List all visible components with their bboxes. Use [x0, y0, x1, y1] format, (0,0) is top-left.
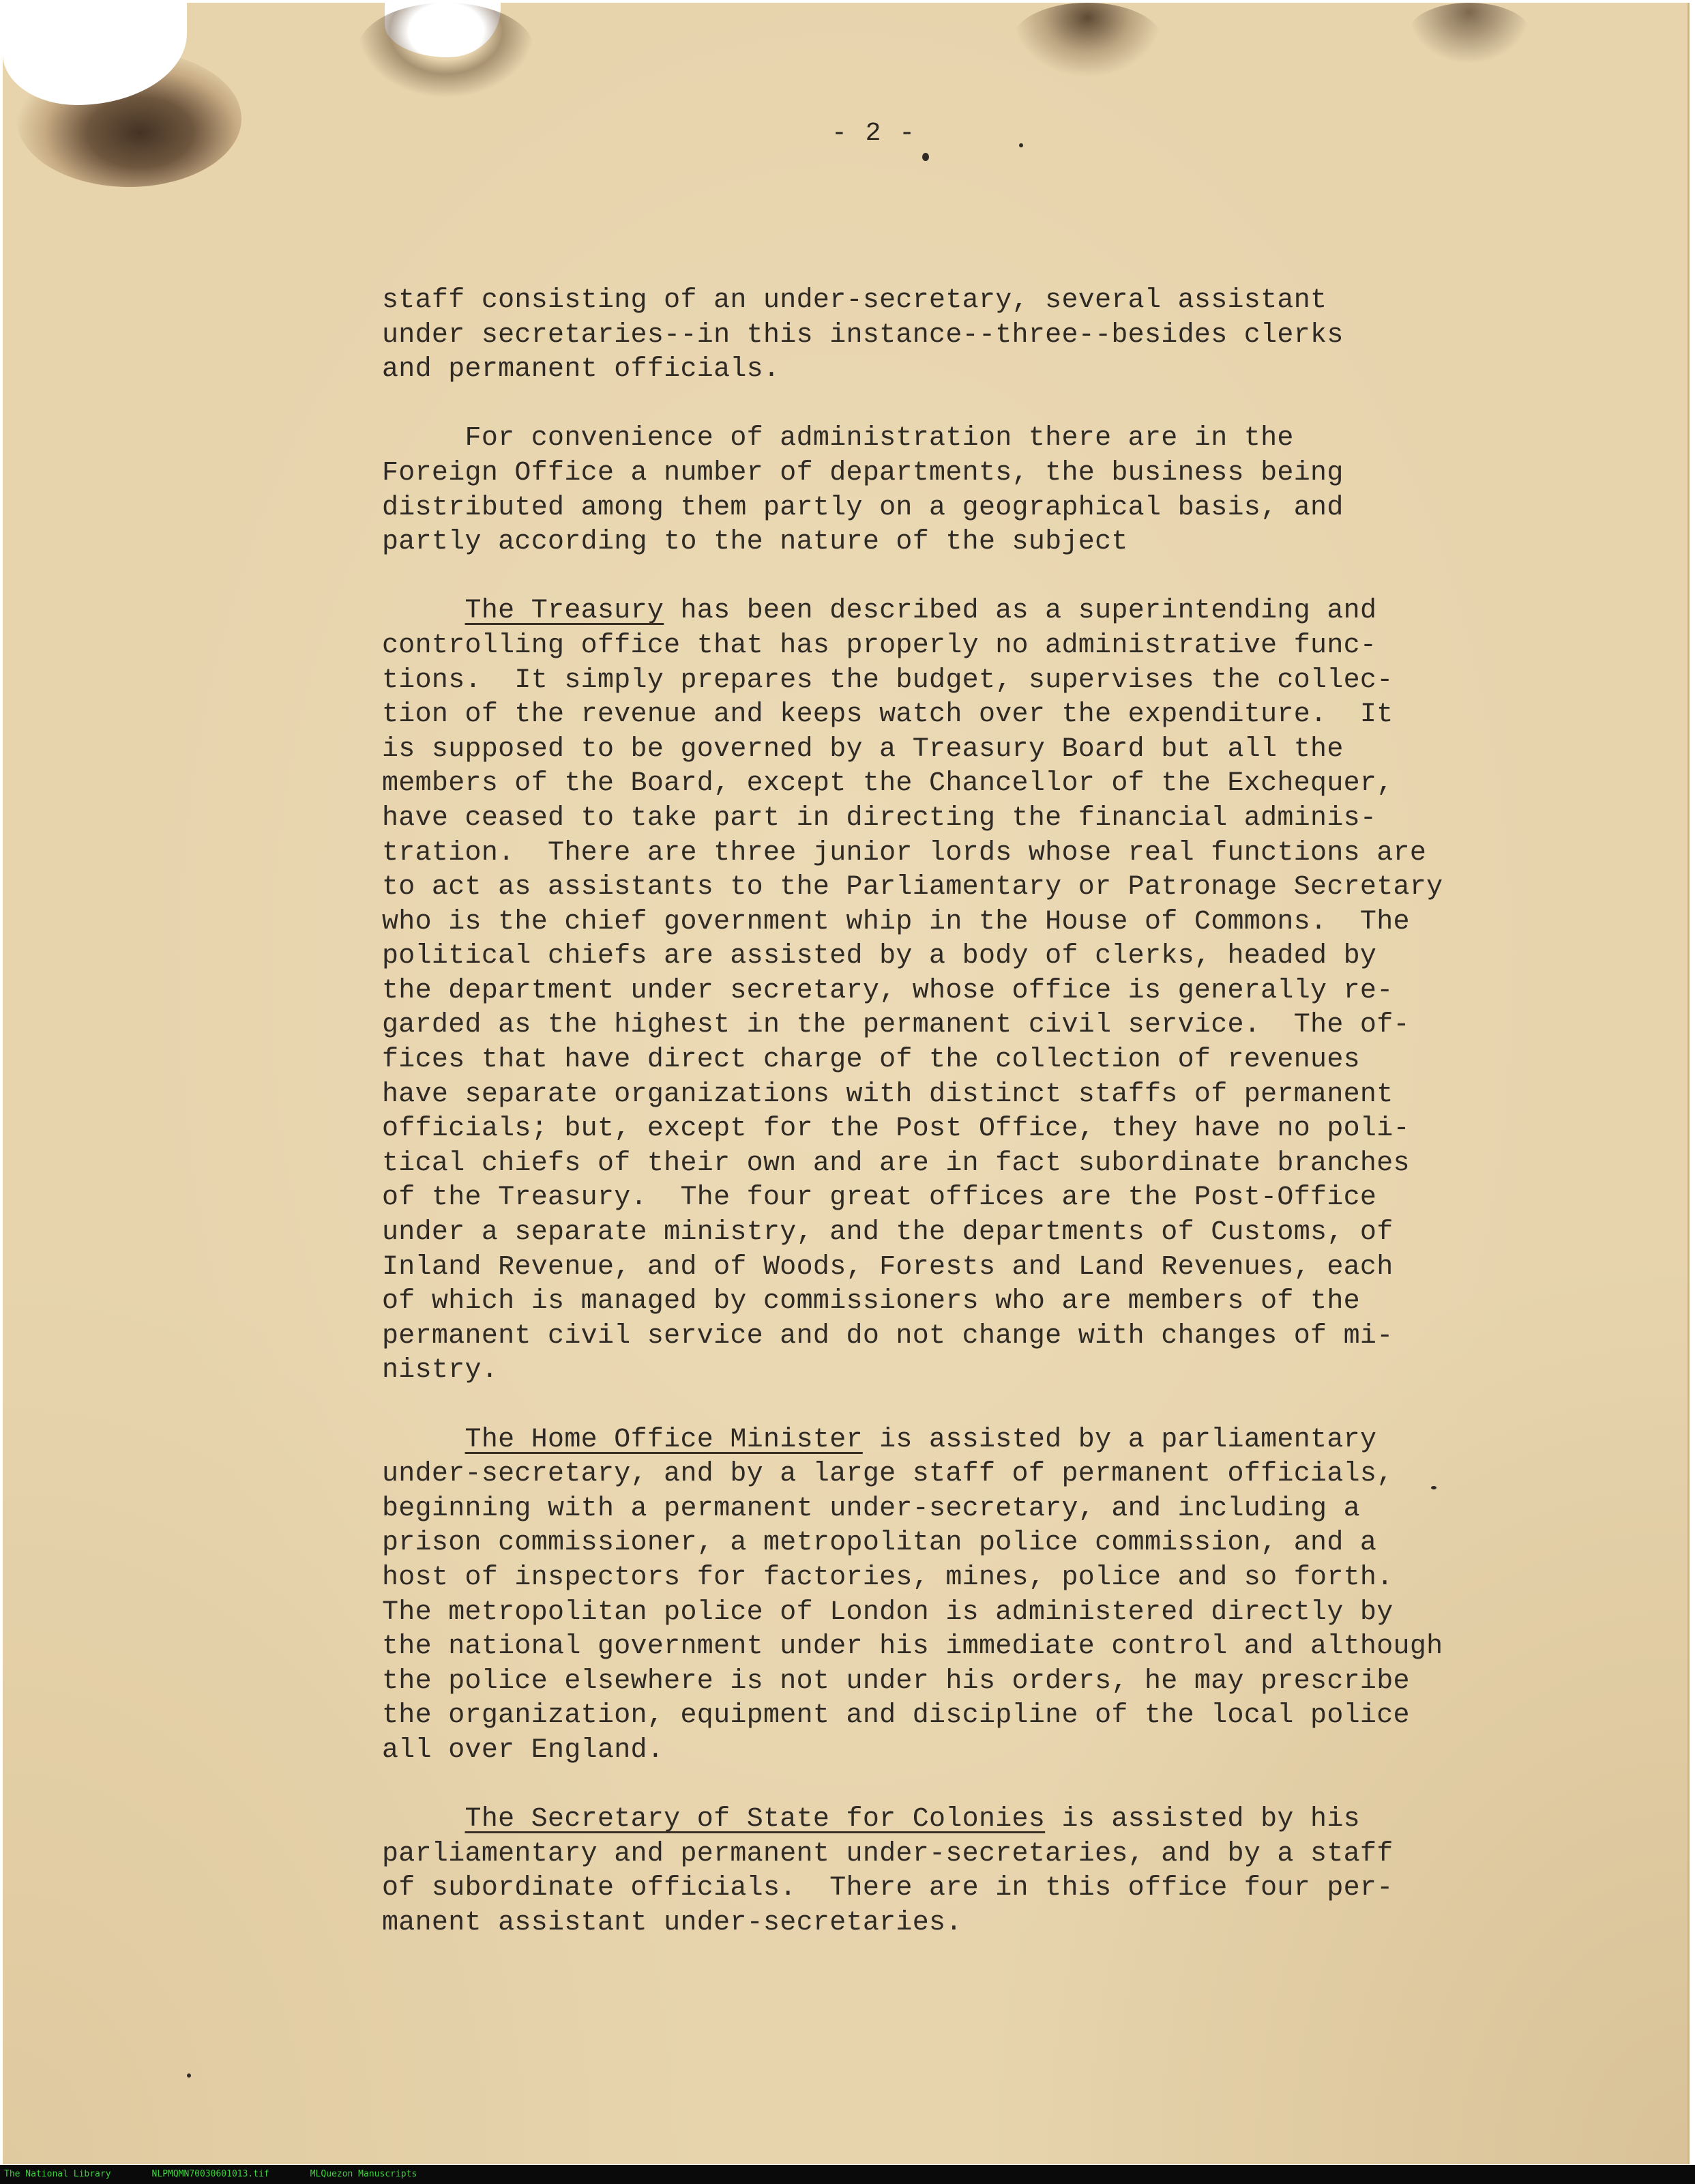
text-line: For convenience of administration there are in the: [382, 423, 1294, 454]
text-line: of which is managed by commissioners who are members of the: [382, 1286, 1360, 1317]
text-run: has been described as a superintending and: [664, 596, 1377, 627]
text-line: under secretaries--in this instance--three--besides clerks: [382, 319, 1344, 351]
text-line: staff consisting of an under-secretary, several assistant: [382, 285, 1327, 316]
text-line: host of inspectors for factories, mines, police and so forth.: [382, 1562, 1394, 1593]
burn-stain-top-center: [1012, 3, 1162, 78]
text-line: manent assistant under-secretaries.: [382, 1907, 962, 1938]
text-line: fices that have direct charge of the collection of revenues: [382, 1045, 1360, 1076]
section-heading-treasury: The Treasury: [465, 596, 664, 627]
paragraph-foreign-office-departments: [382, 422, 1582, 559]
text-line: garded as the highest in the permanent civil service. The of-: [382, 1010, 1410, 1041]
paragraph-foreign-office-continued: [382, 284, 1582, 388]
text-line: and permanent officials.: [382, 354, 780, 385]
paragraph-colonies: [382, 1803, 1582, 1940]
paragraph-treasury: [382, 594, 1582, 1388]
burn-stain-top-notch: [357, 3, 535, 98]
text-line: The metropolitan police of London is administered directly by: [382, 1597, 1394, 1628]
section-heading-home-office: The Home Office Minister: [465, 1424, 863, 1455]
text-line: political chiefs are assisted by a body of clerks, headed by: [382, 941, 1377, 972]
section-heading-colonies: The Secretary of State for Colonies: [465, 1804, 1046, 1835]
text-line: nistry.: [382, 1355, 499, 1386]
text-run: is assisted by a parliamentary: [862, 1424, 1377, 1455]
text-line: Inland Revenue, and of Woods, Forests and Land Revenues, each: [382, 1251, 1394, 1283]
text-line: the organization, equipment and discipline of the local police: [382, 1700, 1410, 1732]
footer-filename: NLPMQMN70030601013.tif: [151, 2169, 269, 2179]
ink-speck: [1019, 143, 1023, 147]
paragraph-home-office: [382, 1423, 1582, 1768]
text-line: tration. There are three junior lords whose real functions are: [382, 837, 1427, 869]
text-run: is assisted by his: [1045, 1804, 1360, 1835]
page-number: - 2 -: [831, 119, 917, 148]
footer-archive-name: The National Library: [4, 2169, 111, 2179]
text-line: who is the chief government whip in the House of Commons. The: [382, 906, 1410, 937]
text-line: partly according to the nature of the subject: [382, 527, 1128, 558]
ink-speck: [922, 153, 929, 161]
text-line: [382, 1423, 1582, 1458]
text-line: have separate organizations with distinct staffs of permanent: [382, 1079, 1394, 1110]
text-line: the national government under his immediate control and although: [382, 1631, 1443, 1663]
text-line: distributed among them partly on a geographical basis, and: [382, 492, 1344, 523]
text-line: officials; but, except for the Post Office, they have no poli-: [382, 1113, 1410, 1145]
text-line: [382, 1803, 1582, 1837]
text-line: the police elsewhere is not under his orders, he may prescribe: [382, 1665, 1410, 1697]
text-line: tical chiefs of their own and are in fact subordinate branches: [382, 1148, 1410, 1179]
scan-footer-bar: [0, 2165, 1695, 2184]
text-line: have ceased to take part in directing the financial adminis-: [382, 802, 1377, 834]
text-line: parliamentary and permanent under-secretaries, and by a staff: [382, 1838, 1394, 1869]
text-line: of the Treasury. The four great offices are the Post-Office: [382, 1182, 1377, 1214]
document-body: [382, 284, 1582, 1975]
text-line: Foreign Office a number of departments, the business being: [382, 457, 1344, 489]
text-line: is supposed to be governed by a Treasury Board but all the: [382, 733, 1344, 765]
text-line: members of the Board, except the Chancellor of the Exchequer,: [382, 768, 1394, 800]
ink-speck: [187, 2073, 191, 2078]
text-line: all over England.: [382, 1734, 664, 1766]
text-line: tions. It simply prepares the budget, supervises the collec-: [382, 665, 1394, 696]
text-line: permanent civil service and do not change with changes of mi-: [382, 1320, 1394, 1352]
text-line: beginning with a permanent under-secretary, and including a: [382, 1493, 1360, 1524]
footer-collection: MLQuezon Manuscripts: [310, 2169, 417, 2179]
burn-stain-top-right: [1408, 3, 1531, 64]
text-line: under-secretary, and by a large staff of permanent officials,: [382, 1459, 1394, 1490]
text-line: prison commissioner, a metropolitan police commission, and a: [382, 1528, 1377, 1559]
text-line: tion of the revenue and keeps watch over the expenditure. It: [382, 699, 1394, 731]
text-line: under a separate ministry, and the departments of Customs, of: [382, 1217, 1394, 1249]
text-line: controlling office that has properly no administrative func-: [382, 630, 1377, 661]
text-line: to act as assistants to the Parliamentary or Patronage Secretary: [382, 872, 1443, 903]
text-line: [382, 594, 1582, 629]
text-line: the department under secretary, whose office is generally re-: [382, 975, 1394, 1006]
text-line: of subordinate officials. There are in this office four per-: [382, 1873, 1394, 1904]
